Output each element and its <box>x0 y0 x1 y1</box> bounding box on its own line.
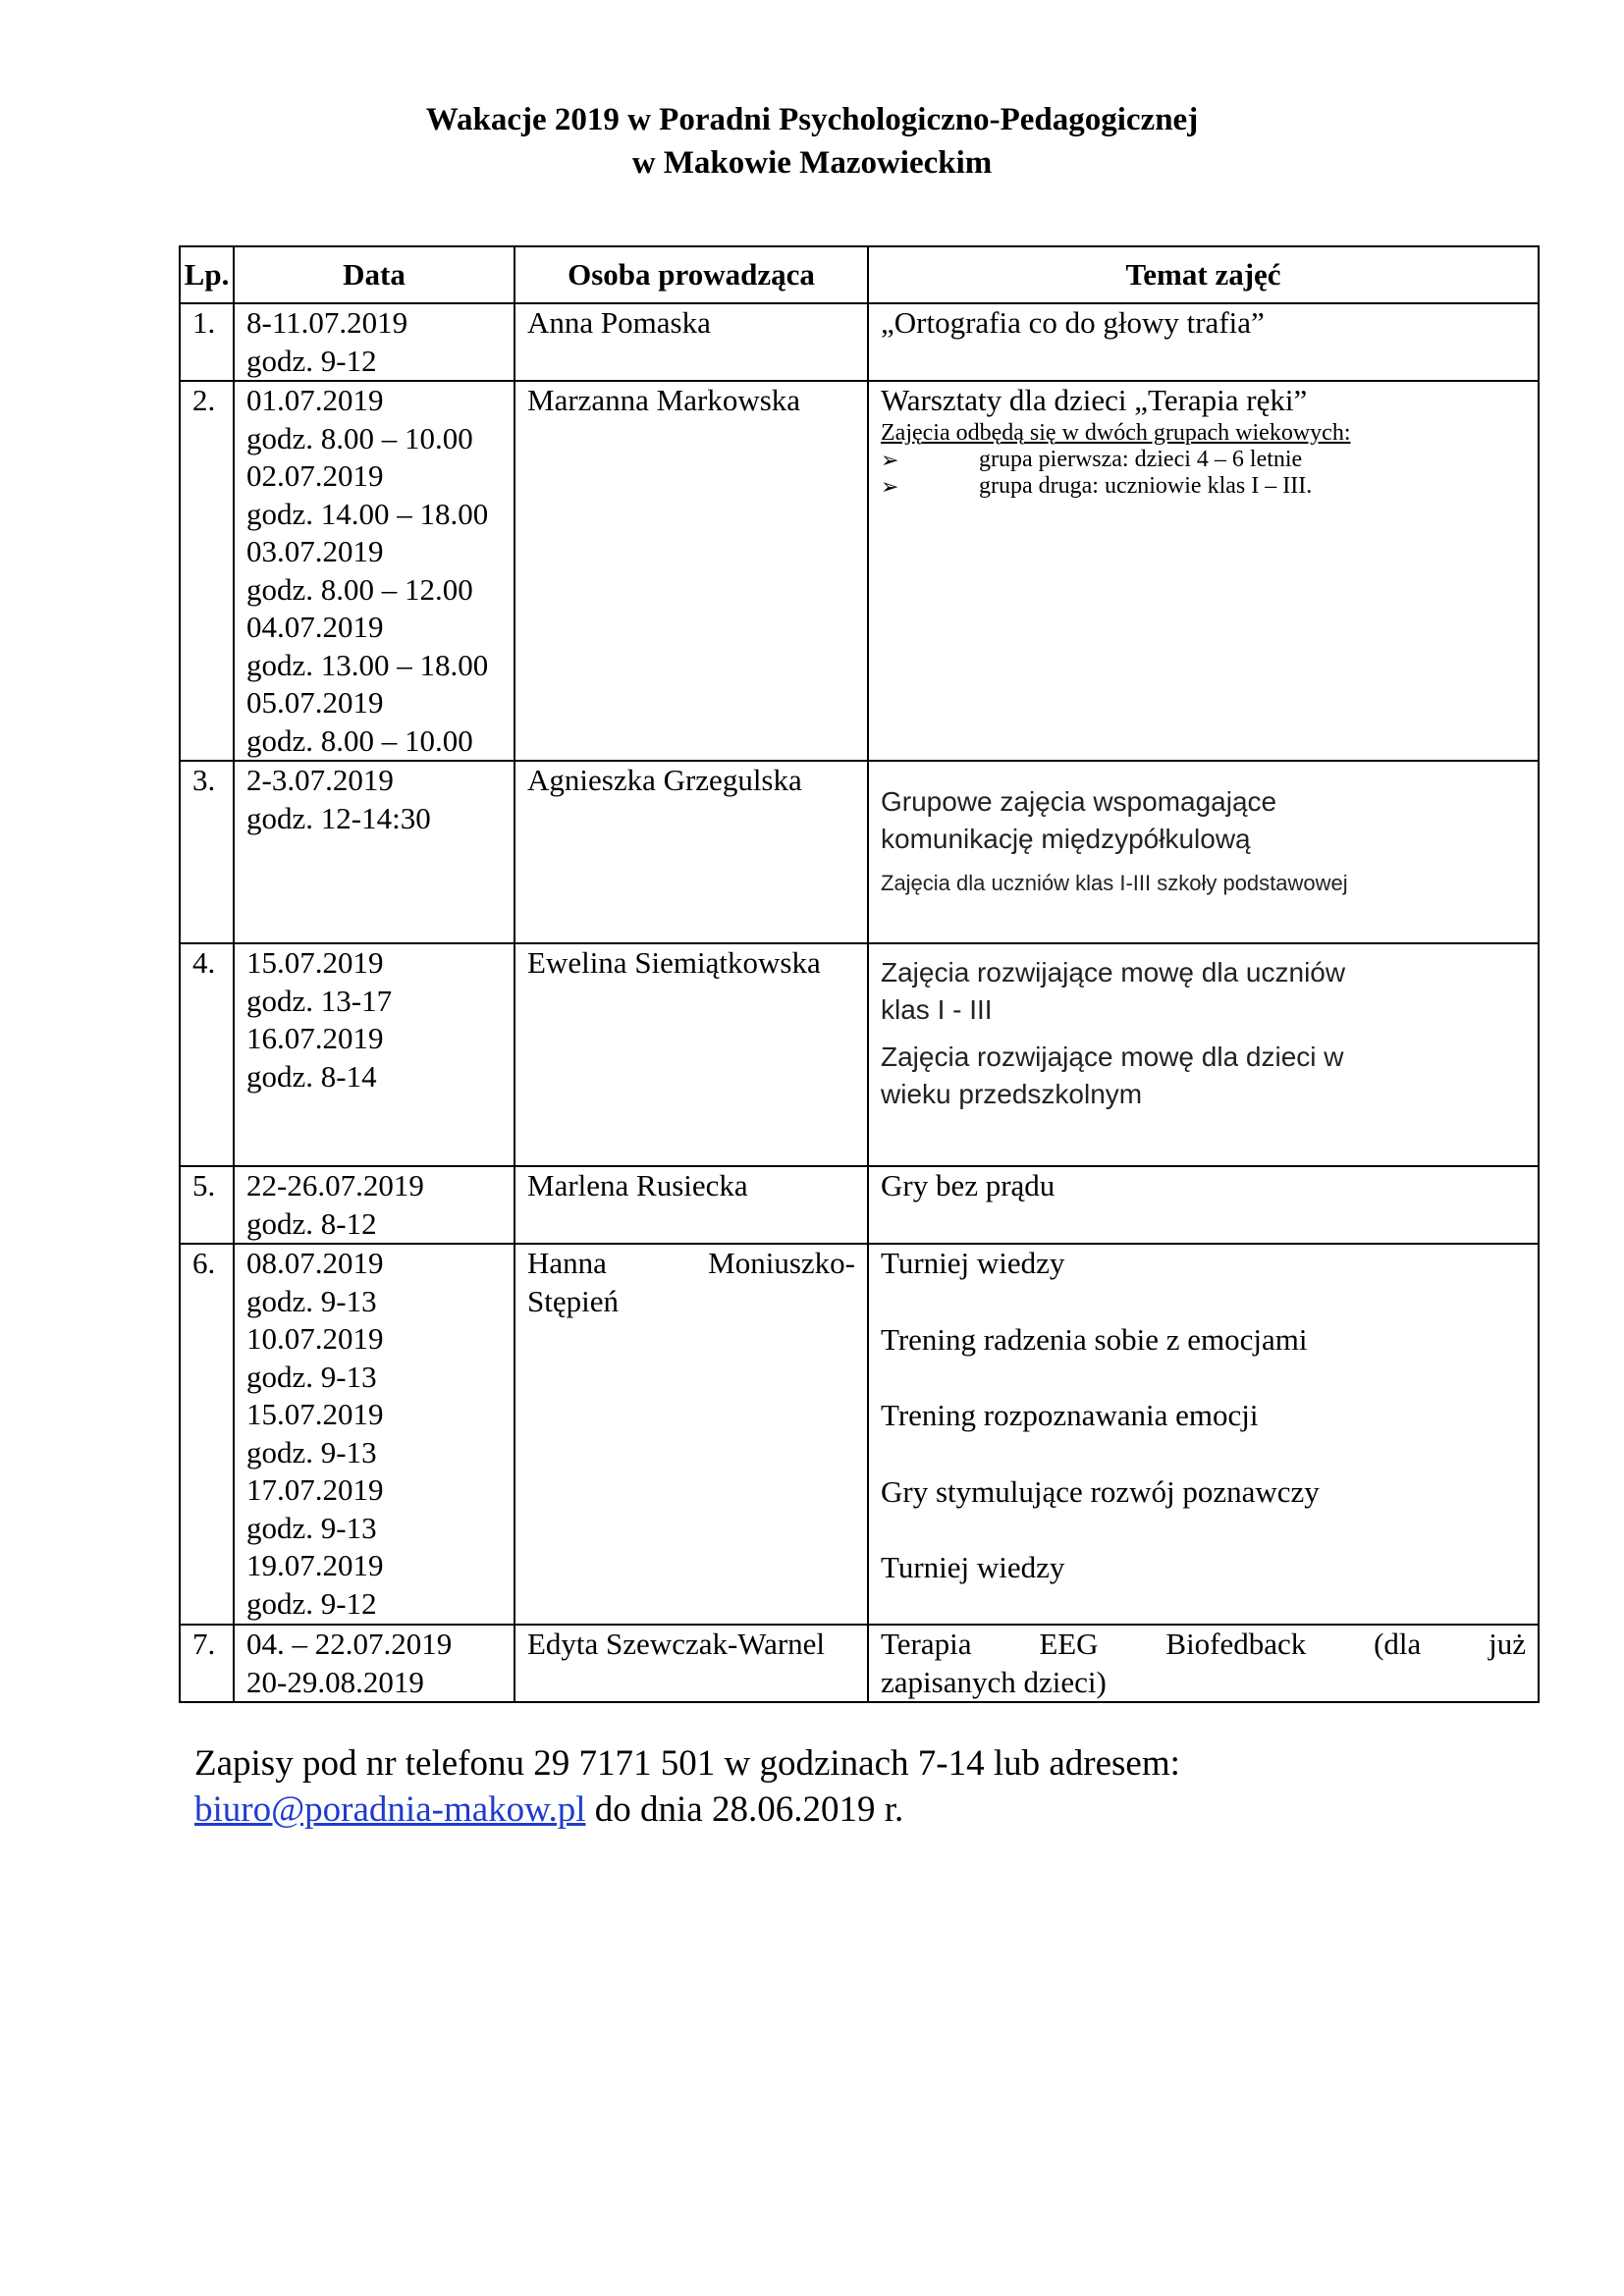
topic-line: klas I - III <box>881 994 993 1025</box>
cell-person: Ewelina Siemiątkowska <box>514 943 868 1166</box>
date-line: 16.07.2019 <box>246 1021 384 1055</box>
table-row <box>180 1244 1539 1625</box>
table-header-row <box>180 246 1539 303</box>
title-line-1: Wakacje 2019 w Poradni Psychologiczno-Pedagogicznej <box>425 102 1199 137</box>
topic-line: komunikację międzypółkulową <box>881 824 1251 854</box>
date-line: 02.07.2019 <box>246 458 384 493</box>
arrow-bullet-icon: ➢ <box>881 473 899 499</box>
date-line: godz. 9-12 <box>246 1585 377 1621</box>
bullet-item <box>881 447 1526 473</box>
arrow-bullet-icon: ➢ <box>881 447 899 472</box>
date-line: godz. 9-13 <box>246 1359 377 1394</box>
cell-dates <box>234 381 514 761</box>
deadline-text: do dnia 28.06.2019 r. <box>585 1789 904 1830</box>
signup-info <box>194 1740 1471 1833</box>
cell-dates <box>234 1625 514 1702</box>
date-line: 20-29.08.2019 <box>246 1664 424 1699</box>
date-line: godz. 8.00 – 10.00 <box>246 722 473 758</box>
topic-word: Terapia <box>881 1627 972 1661</box>
cell-dates <box>234 761 514 943</box>
cell-dates <box>234 303 514 381</box>
date-line: godz. 9-12 <box>246 343 377 378</box>
person-line <box>527 1245 855 1283</box>
table-row <box>180 303 1539 381</box>
topic-line: Grupowe zajęcia wspomagające <box>881 786 1277 817</box>
cell-person: Agnieszka Grzegulska <box>514 761 868 943</box>
cell-person: Marlena Rusiecka <box>514 1166 868 1244</box>
document-title <box>0 98 1624 185</box>
cell-topic <box>868 761 1539 943</box>
person-first-name: Hanna <box>527 1246 607 1280</box>
signup-line-1: Zapisy pod nr telefonu 29 7171 501 w godzinach 7-14 lub adresem: <box>194 1743 1180 1784</box>
topic-line: Trening radzenia sobie z emocjami <box>881 1321 1308 1357</box>
header-person: Osoba prowadząca <box>514 246 868 303</box>
cell-lp: 5. <box>180 1166 234 1244</box>
table-row <box>180 1166 1539 1244</box>
cell-lp: 7. <box>180 1625 234 1702</box>
schedule-table <box>179 245 1540 1703</box>
topic-line: Trening rozpoznawania emocji <box>881 1398 1259 1432</box>
topic-line: Turniej wiedzy <box>881 1550 1065 1584</box>
topic-word: już <box>1489 1627 1526 1661</box>
date-line: godz. 13.00 – 18.00 <box>246 647 489 682</box>
date-line: godz. 8.00 – 10.00 <box>246 420 473 455</box>
header-date: Data <box>234 246 514 303</box>
date-line: godz. 9-13 <box>246 1510 377 1545</box>
date-line: godz. 14.00 – 18.00 <box>246 496 489 531</box>
topic-line: wieku przedszkolnym <box>881 1079 1143 1109</box>
bullet-text: grupa pierwsza: dzieci 4 – 6 letnie <box>979 446 1303 472</box>
date-line: 2-3.07.2019 <box>246 763 394 797</box>
date-line: 22-26.07.2019 <box>246 1168 424 1202</box>
cell-lp: 2. <box>180 381 234 761</box>
header-topic: Temat zajęć <box>868 246 1539 303</box>
date-line: 15.07.2019 <box>246 1397 384 1431</box>
header-lp: Lp. <box>180 246 234 303</box>
date-line: 01.07.2019 <box>246 383 384 417</box>
date-line: 08.07.2019 <box>246 1246 384 1280</box>
bullet-text: grupa druga: uczniowie klas I – III. <box>979 472 1313 499</box>
topic-line: Gry bez prądu <box>881 1168 1056 1202</box>
cell-dates <box>234 1166 514 1244</box>
cell-person: Marzanna Markowska <box>514 381 868 761</box>
title-line-2: w Makowie Mazowieckim <box>631 145 993 181</box>
cell-lp: 6. <box>180 1244 234 1625</box>
date-line: 10.07.2019 <box>246 1321 384 1356</box>
date-line: 04.07.2019 <box>246 610 384 644</box>
cell-lp: 1. <box>180 303 234 381</box>
cell-topic <box>868 303 1539 381</box>
cell-topic <box>868 943 1539 1166</box>
cell-lp: 4. <box>180 943 234 1166</box>
table-row <box>180 1625 1539 1702</box>
date-line: 8-11.07.2019 <box>246 305 408 340</box>
person-surname-part: Stępień <box>527 1283 619 1318</box>
topic-note: Zajęcia dla uczniów klas I-III szkoły podstawowej <box>881 871 1348 895</box>
cell-person <box>514 1244 868 1625</box>
date-line: 05.07.2019 <box>246 685 384 720</box>
topic-word: EEG <box>1039 1627 1099 1661</box>
cell-topic <box>868 1166 1539 1244</box>
cell-topic <box>868 381 1539 761</box>
topic-line: Zajęcia rozwijające mowę dla dzieci w <box>881 1041 1344 1072</box>
topic-line: Gry stymulujące rozwój poznawczy <box>881 1473 1320 1509</box>
table-row <box>180 761 1539 943</box>
topic-word: Biofedback <box>1165 1627 1307 1661</box>
bullet-item <box>881 473 1526 500</box>
date-line: 17.07.2019 <box>246 1472 384 1507</box>
table-row <box>180 381 1539 761</box>
cell-person: Edyta Szewczak-Warnel <box>514 1625 868 1702</box>
cell-lp: 3. <box>180 761 234 943</box>
date-line: godz. 9-13 <box>246 1434 377 1469</box>
date-line: godz. 9-13 <box>246 1283 377 1318</box>
signup-line-2 <box>194 1787 1471 1833</box>
cell-topic <box>868 1625 1539 1702</box>
date-line: godz. 8-12 <box>246 1205 377 1241</box>
topic-title: Warsztaty dla dzieci „Terapia ręki” <box>881 383 1308 417</box>
topic-line: zapisanych dzieci) <box>881 1664 1107 1699</box>
date-line: godz. 8-14 <box>246 1058 377 1094</box>
cell-person: Anna Pomaska <box>514 303 868 381</box>
topic-line: Turniej wiedzy <box>881 1246 1065 1280</box>
cell-dates <box>234 1244 514 1625</box>
cell-topic <box>868 1244 1539 1625</box>
table-row <box>180 943 1539 1166</box>
date-line: godz. 8.00 – 12.00 <box>246 571 473 607</box>
topic-word: (dla <box>1374 1627 1422 1661</box>
date-line: godz. 12-14:30 <box>246 800 431 835</box>
email-link[interactable]: biuro@poradnia-makow.pl <box>194 1789 586 1830</box>
topic-note: Zajęcia odbędą się w dwóch grupach wiekowych: <box>881 419 1351 446</box>
topic-line <box>881 1626 1526 1664</box>
cell-dates <box>234 943 514 1166</box>
topic-line: „Ortografia co do głowy trafia” <box>881 305 1265 340</box>
date-line: 03.07.2019 <box>246 534 384 568</box>
date-line: 15.07.2019 <box>246 945 384 980</box>
date-line: godz. 13-17 <box>246 983 393 1018</box>
date-line: 19.07.2019 <box>246 1548 384 1582</box>
date-line: 04. – 22.07.2019 <box>246 1627 453 1661</box>
topic-line: Zajęcia rozwijające mowę dla uczniów <box>881 957 1346 988</box>
person-surname-part: Moniuszko- <box>708 1246 855 1280</box>
